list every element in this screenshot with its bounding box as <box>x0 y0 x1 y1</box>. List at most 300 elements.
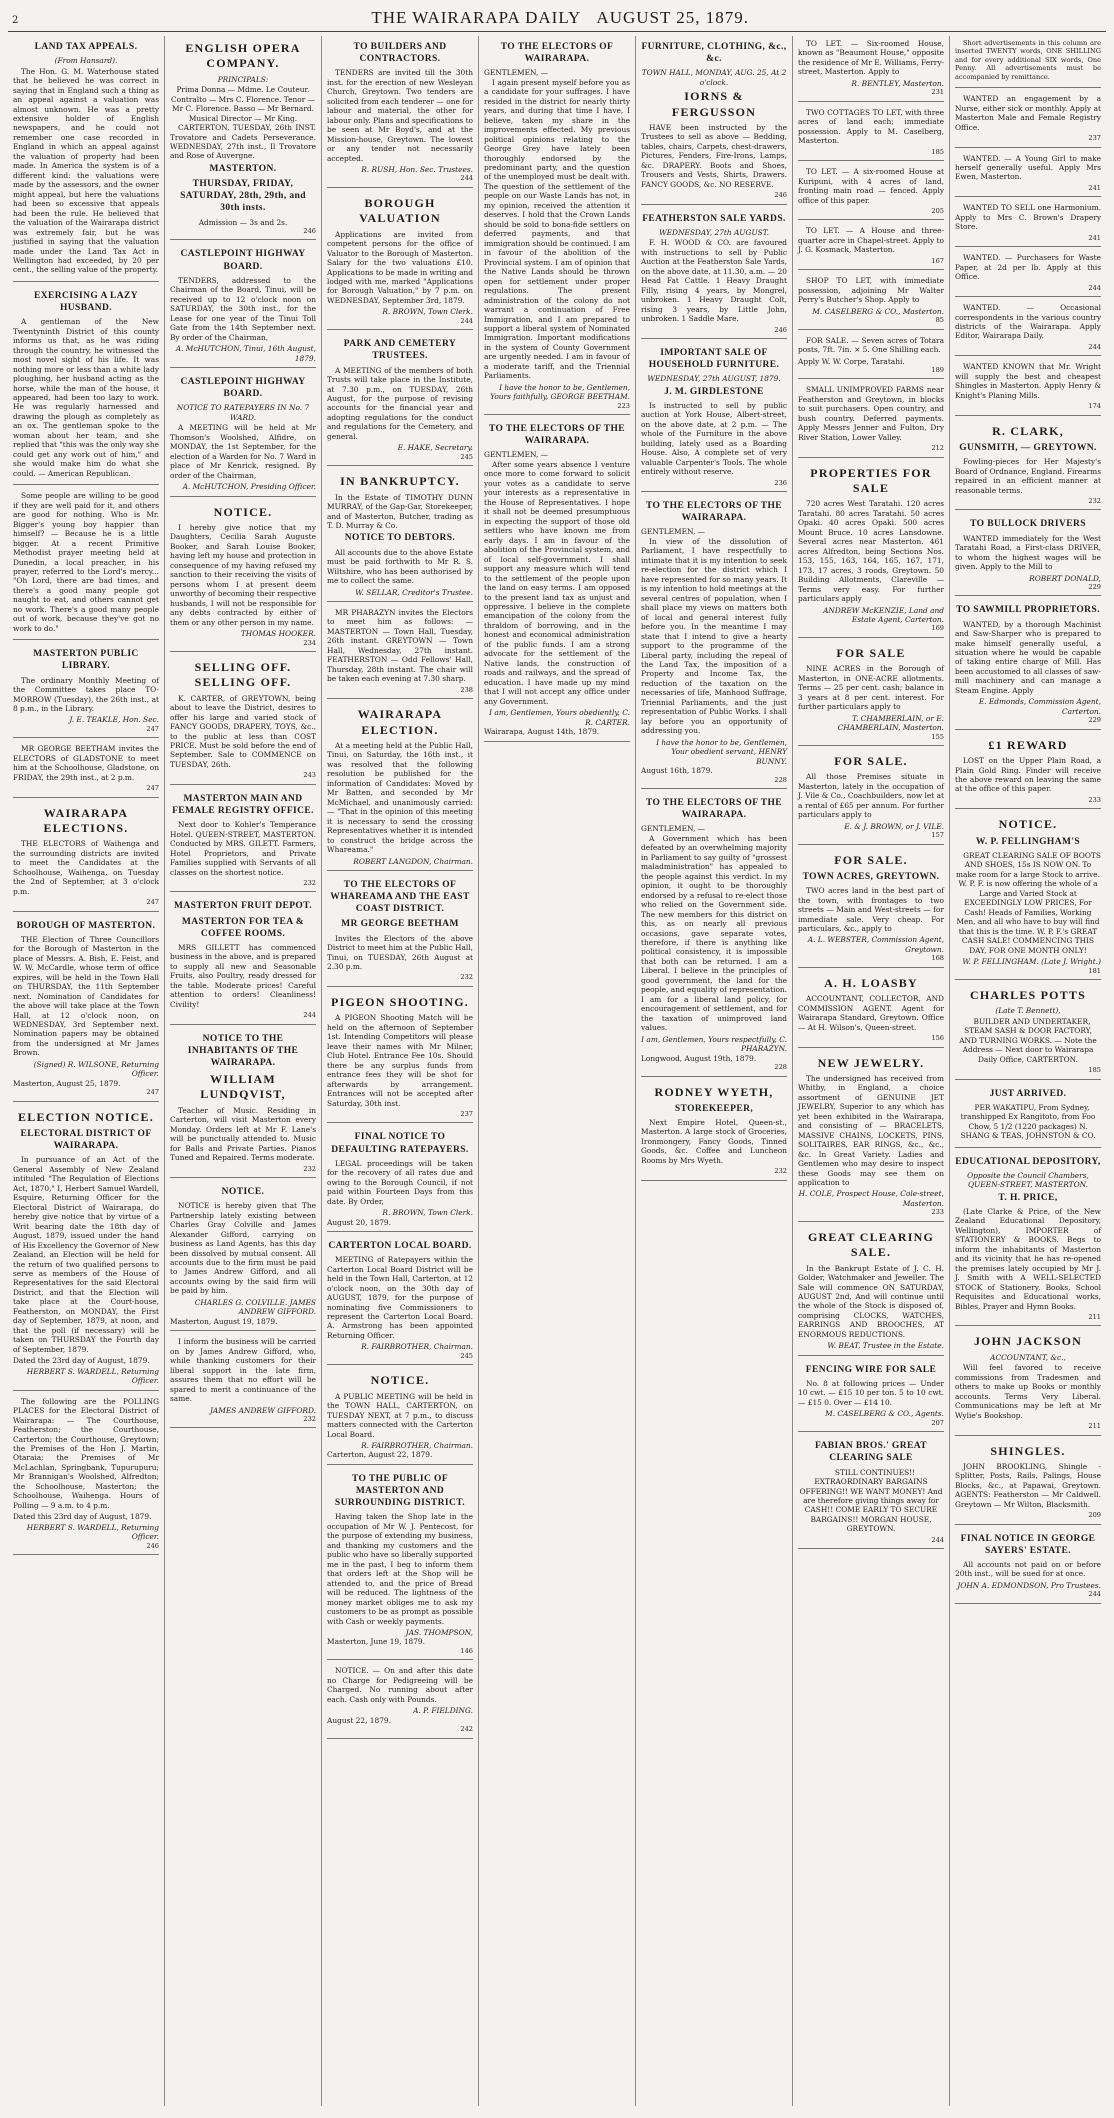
ad-heading: EDUCATIONAL DEPOSITORY, <box>955 1156 1101 1167</box>
ad-wanted-harmonium <box>955 200 1101 247</box>
ad-body: ACCOUNTANT, COLLECTOR, AND COMMISSION AGENT. Agent for Wairarapa Standard, Greytown. Office — At H. Wilson's, Queen-street. <box>798 994 944 1032</box>
ad-heading: CASTLEPOINT HIGHWAY BOARD. <box>180 377 306 400</box>
ad-thompson-bakery <box>327 1468 473 1660</box>
ad-date: August 22, 1879. <box>327 1715 391 1725</box>
ad-fielding-notice <box>327 1663 473 1738</box>
ad-signature: JAS. THOMPSON, <box>405 1628 473 1638</box>
ad-body: I again present myself before you as a candidate for your suffrages. I have resided in the district for nearly thirty years, and during that time I have, I believe, taken my share in the improvements effected. My previous political opinions relating to the George Grey have lately been thoroughly endorsed by the predominant party, and the question of the unemployed must be dealt with. The question of the settlement of the people on our Waste Lands has not, in my opinion, received the attention it deserves. I hold that the Crown Lands should be sold to bona-fide settlers on deferred payments, and that immigration should be continued. I am in favour of the abolition of the Provincial system. I am of opinion that the Native Lands should be thrown open for settlement under proper regulations. The present administration of the colony do not warrant a continuation of Free Immigration, and I am prepared to support a liberal system of Nominated Immigration. Important modifications in the system of County Government are urgently needed. I am in favour of a moderate tariff, and the Triennial Parliaments. <box>484 77 630 381</box>
ad-body: The ordinary Monthly Meeting of the Committee takes place TO-MORROW (Tuesday), the 26th inst., at 8 p.m., in the Library. <box>13 675 159 713</box>
ad-wyeth-store <box>641 1080 787 1181</box>
ad-carterton-local-board <box>327 1235 473 1365</box>
ad-heading: SHINGLES. <box>990 1443 1066 1458</box>
ad-signature: M. CASELBERG & CO., Agents. <box>825 1409 944 1419</box>
ad-heading: £1 REWARD <box>988 737 1068 752</box>
ad-heading: TO BUILDERS AND CONTRACTORS. <box>353 42 447 65</box>
ad-heading: RODNEY WYETH, <box>654 1084 774 1099</box>
ad-signature: E. Edmonds, Commission Agent, Carterton. <box>978 697 1101 716</box>
ad-firm: IORNS & FERGUSSON <box>671 89 757 119</box>
ad-gifford-business <box>170 1334 316 1428</box>
ad-heading: FINAL NOTICE TO DEFAULTING RATEPAYERS. <box>331 1132 469 1155</box>
ad-heading: ENGLISH OPERA COMPANY. <box>185 41 301 71</box>
ad-nine-acres <box>798 641 944 746</box>
article-body: Some people are willing to be good if they are well paid for it, and others are good for nothing. Who is Mr. Bigger's young boy happier than himself? — Because he is a little bigger. At a recent Primitive Methodist prayer meeting held at Dunedin, a local preacher, in his prayer, referred to the Lord's mercy... "Oh Lord, there are bad times, and there's a good many people got naught to eat, and others cannot get no work. There's a good many people out of work, because they've got no work to do." <box>13 491 159 633</box>
ad-hooker-notice <box>170 500 316 652</box>
ad-english-opera <box>170 36 316 240</box>
ad-body: A MEETING of the members of both Trusts will take place in the Institute, at 7.30 p.m., on TUESDAY, 26th August, for the purpose of revising accounts for the financial year and adopting regulations for the conduct and regulations for the Cemetery, and general. <box>327 365 473 441</box>
ad-heading: IMPORTANT SALE OF HOUSEHOLD FURNITURE. <box>648 347 780 371</box>
ad-number: 246 <box>303 227 316 236</box>
ad-body: Teacher of Music. Residing in Carterton, will visit Masterton every Monday. Orders left at Mr F. Lane's will be punctually attended to. Music for Balls and Private Parties. Pianos Tuned and Repaired. Terms moderate. <box>170 1105 316 1163</box>
ad-heading: TO THE ELECTORS OF THE WAIRARAPA. <box>645 798 783 821</box>
ad-date: Carterton, August 22, 1879. <box>327 1450 433 1460</box>
ad-heading: FOR SALE <box>836 645 906 660</box>
ad-body: THE Election of Three Councillors for the Borough of Masterton in the place of Messrs. A. Bish, E. Feist, and W. W. McCardle, whose term of office expires, will be held in the Town Hall on THURSDAY, the 11th September next. Nomination of Candidates for the above will take place at the Town Hall, at 12 o'clock noon, on WEDNESDAY, 3rd September next. Nomination papers may be obtained from the undersigned at Mr James Brown. <box>13 934 159 1058</box>
ad-place: MASTERTON. <box>209 163 277 174</box>
ad-body: TENDERS, addressed to the Chairman of the Board, Tinui, will be received up to 12 o'clock noon on SATURDAY, the 30th inst., for the Lease for one year of the Tinui Toll Gate from the 14th September next. By order of the Chairman, <box>170 275 316 342</box>
ad-reward <box>955 733 1101 810</box>
ad-body: WANTED. — Purchasers for Waste Paper, at 2d per lb. Apply at this Office. <box>955 253 1101 282</box>
ad-body: TWO acres land in the best part of the town, with frontages to two streets — Main and West-streets — for immediate sale. Very cheap. For particulars, &c., apply to <box>798 886 944 933</box>
ad-date: Masterton, August 19, 1879. <box>170 1316 278 1326</box>
ad-number: 237 <box>1088 134 1101 143</box>
ad-heading: MASTERTON PUBLIC LIBRARY. <box>33 649 139 672</box>
ad-number: 185 <box>1088 1066 1101 1075</box>
ad-heading: R. CLARK, <box>992 423 1064 438</box>
ad-signature: I am, Gentlemen, Yours obediently, C. R. CARTER. <box>489 708 630 727</box>
ad-number: 231 <box>931 88 944 97</box>
ad-john-jackson <box>955 1329 1101 1435</box>
ad-body: In the Estate of TIMOTHY DUNN MURRAY, of the Gap-Gar, Storekeeper, and of Masterton, Butcher, trading as T. D. Murray & Co. <box>327 492 473 531</box>
ad-number: 146 <box>460 1646 473 1655</box>
ad-number: 205 <box>931 206 944 215</box>
ad-signature: W. P. FELLINGHAM. (Late J. Wright.) <box>962 957 1101 967</box>
ad-number: 156 <box>931 1034 944 1043</box>
ad-number: 228 <box>774 1063 787 1072</box>
ad-educational-depository <box>955 1151 1101 1327</box>
ad-town-acres <box>798 848 944 968</box>
ad-body: I inform the business will be carried on by James Andrew Gifford, who, while thanking customers for their liberal support in the late firm, assures them that no effort will be spared to merit a continuance of the same. <box>170 1337 316 1404</box>
ad-number: 211 <box>1088 1422 1101 1431</box>
ad-body: In view of the dissolution of Parliament, I have respectfully to intimate that it is my intention to seek re-election for the district which I have represented for so many years. It is my intention to hold meetings at the several centres of population, when I shall place my views on matters both of local and general interest fully before you. In the meantime I may state that I intend to give a hearty support to the programme of the Liberal party, including the repeal of the Land Tax, the imposition of a Property and Income Tax, the reduction of the taxation on the necessaries of life, Manhood Suffrage, Triennial Parliaments, and the just representation of Public Works. I shall lay before you an opportunity of addressing you. <box>641 536 787 736</box>
ad-number: 246 <box>146 1541 159 1550</box>
ad-firm: J. M. GIRDLESTONE <box>664 386 764 397</box>
ad-number: 209 <box>1088 1511 1101 1520</box>
ad-number: 243 <box>303 771 316 780</box>
ad-heading: NEW JEWELRY. <box>817 1055 925 1070</box>
column-5 <box>636 36 793 2106</box>
ad-to-let-4 <box>798 223 944 270</box>
ad-body: TO LET. — A House and three-quarter acre in Chapel-street. Apply to J. G. Kosmack, Masterton. <box>798 226 944 255</box>
ad-heading: NOTICE. <box>213 504 273 519</box>
ad-column-intro <box>955 36 1101 88</box>
ad-number: 232 <box>303 878 316 887</box>
ad-number: 233 <box>1088 795 1101 804</box>
ad-salutation: GENTLEMEN, — <box>484 450 549 460</box>
ad-heading: PARK AND CEMETERY TRUSTEES. <box>343 339 457 362</box>
ad-fellingham-sale <box>955 812 1101 980</box>
ad-subheading: MASTERTON FOR TEA & COFFEE ROOMS. <box>181 916 305 939</box>
ad-beetham-gladstone <box>13 741 159 797</box>
ad-totara-posts <box>798 333 944 380</box>
ad-signature: H. COLE, Prospect House, Cole-street, Masterton. <box>798 1189 944 1208</box>
ad-body: At a meeting held at the Public Hall, Tinui, on Saturday, the 16th inst., it was resolved that the following resolution be published for the information of Candidates: Moved by Mr Batten, and seconded by Mr McMichael, and unanimously carried: — "That in the opinion of this meeting it is necessary to send the crossing Representatives whether it is intended to construct the bridge across the Whareama." <box>327 740 473 855</box>
ad-body: LEGAL proceedings will be taken for the recovery of all rates due and owing to the Borough Council, if not paid within Fourteen Days from this date. By Order, <box>327 1158 473 1206</box>
ad-number: 232 <box>1088 497 1101 506</box>
ad-heading: BOROUGH OF MASTERTON. <box>16 920 156 931</box>
ad-body: NINE ACRES in the Borough of Masterton, in ONE-ACRE allotments. Terms — 25 per cent. cash; balance in 3 years at 8 per cent. interest. For further particulars apply to <box>798 664 944 712</box>
ad-bunny-address <box>641 495 787 789</box>
ad-subheading: NOTICE TO DEBTORS. <box>344 533 456 544</box>
ad-body: The following are the POLLING PLACES for the Electoral District of Wairarapa: — The Courthouse, Featherston; the Courthouse, Carterton; the Courthouse, Greytown; the Premises of the Hon J. Martin, Otaraia; the Premises of Mr McLachlan, Springbank, Tupurupuru; Mr Brannigan's Woolshed, Alfredton; the Schoolhouse, Masterton; the Schoolhouse, Waihenga. Hours of Polling — 9 a.m. to 4 p.m. <box>13 1396 159 1510</box>
ad-number: 229 <box>1088 582 1101 591</box>
ad-signature: W. BEAT, Trustee in the Estate. <box>827 1341 944 1351</box>
ad-cast: Prima Donna — Mdme. Le Couteur. Contralto — Mrs C. Florence. Tenor — Mr C. Florence. Basso — Mr Bernard. Musical Director — Mr King. <box>170 85 315 123</box>
ad-heading: MASTERTON FRUIT DEPOT. <box>173 901 313 912</box>
article-heading: EXERCISING A LAZY HUSBAND. <box>34 290 138 314</box>
ad-signature: CHARLES G. COLVILLE. JAMES ANDREW GIFFORD. <box>194 1297 316 1317</box>
ad-body: K. CARTER, of GREYTOWN, being about to leave the District, desires to offer his large and varied stock of FANCY GOODS, DRAPERY, TOYS, &c., to the public at less than COST PRICE. Must be sold before the end of September. Sale to COMMENCE on TUESDAY, 26th. <box>170 693 316 769</box>
ad-signature: I am, Gentlemen, Yours respectfully, C. PHARAZYN. <box>641 1034 787 1054</box>
ad-number: 244 <box>1088 1590 1101 1599</box>
article-heading: LAND TAX APPEALS. <box>34 42 138 52</box>
ad-heading: TO THE PUBLIC OF MASTERTON AND SURROUNDING DISTRICT. <box>334 1473 466 1509</box>
ad-signature: R. BENTLEY, Masterton. <box>851 78 944 88</box>
ad-heading: TO SAWMILL PROPRIETORS. <box>956 605 1100 616</box>
ad-heading: MASTERTON MAIN AND FEMALE REGISTRY OFFICE. <box>172 793 314 817</box>
ad-date: August 16th, 1879. <box>641 766 713 776</box>
ad-fencing-wire <box>798 1359 944 1432</box>
ad-number: 244 <box>931 1535 944 1544</box>
ad-pharazyn-meetings <box>327 605 473 699</box>
ad-signature: ROBERT LANGDON, Chairman. <box>353 856 473 866</box>
ad-body: I hereby give notice that my Daughters, Cecilia Sarah Auguste Booker, and Sarah Louise Booker, having left my house and protection in consequence of my having refused my sanction to their receiving the visits of persons whom I at present deem unworthy of becoming their respective husbands, I will not be responsible for any debts contracted by either of them or any other person in my name. <box>170 522 316 627</box>
ad-body: Is instructed to sell by public auction at York House, Albert-street, on the above date, at 2 p.m. — The whole of the Furniture in the above building, lately used as a Boarding House. Also, A complete set of very valuable Carpenter's Tools. The whole entirely without reserve. <box>641 400 787 477</box>
ad-number: 247 <box>146 784 159 793</box>
ad-heading: FINAL NOTICE IN GEORGE SAYERS' ESTATE. <box>960 1533 1096 1556</box>
ad-heading: FEATHERSTON SALE YARDS. <box>642 213 786 224</box>
ad-body: WANTED, by a thorough Machinist and Saw-Sharper who is prepared to make himself generally useful, a situation where he would be capable of taking entire charge of Mill. Has been accustomed to all classes of saw-mill machinery and can manage a Steam Engine. Apply <box>955 619 1101 695</box>
ad-body: In the Bankrupt Estate of J. C. H. Golder, Watchmaker and Jeweller. The Sale will commence ON SATURDAY, AUGUST 2nd, And will continue until the whole of the Stock is disposed of, comprising CLOCKS, WATCHES, EARRINGS AND BROOCHES, AT ENORMOUS REDUCTIONS. <box>798 1263 944 1339</box>
ad-subheading: W. P. FELLINGHAM'S <box>975 836 1081 847</box>
ad-to-let-1 <box>798 36 944 102</box>
ad-heading: NOTICE TO THE INHABITANTS OF THE WAIRARAPA. <box>187 1033 299 1068</box>
ad-signature: E. HAKE, Secretary. <box>397 443 473 453</box>
column-7 <box>950 36 1106 2106</box>
ad-subheading: MR GEORGE BEETHAM <box>341 919 459 930</box>
ad-heading: FURNITURE, CLOTHING, &c., &c. <box>641 42 787 65</box>
ad-number: 242 <box>460 1725 473 1734</box>
ad-number: 244 <box>1088 283 1101 292</box>
ad-body: A Government which has been defeated by an overwhelming majority in Parliament to say guilty of "grossest maladministration" has appealed to the people against this verdict. In my opinion, it ought to be thoroughly endorsed by a refusal to re-elect those who relied on the Government side. The new members for this district on this, as on nearly all previous occasions, gave separate votes, therefore, if there is anything like political consistency, it is impossible that both can be returned. I am a Liberal. I believe in the principles of good government, the land for the people, and equality of representation. I am for a liberal land policy, for encouragement of settlement, and for the taxation of unimproved land values. <box>641 833 787 1033</box>
ad-charles-potts <box>955 983 1101 1080</box>
column-3 <box>322 36 479 2106</box>
ad-properties-for-sale <box>798 461 944 638</box>
ad-subheading: ACCOUNTANT, &c., <box>990 1352 1066 1362</box>
ad-body: TO LET. — Six-roomed House, known as "Beaumont House," opposite the residence of Mr E. Williams, Ferry-street, Masterton. Apply to <box>798 39 944 77</box>
ad-body: Applications are invited from competent persons for the office of Valuator to the Borough of Masterton. Salary for the two valuations £10. Applications to be made in writing and lodged with me, marked "Applications for Borough Valuation," by 7 p.m. on WEDNESDAY, September 3rd, 1879. <box>327 229 473 305</box>
ad-heading: GREAT CLEARING SALE. <box>807 1229 935 1260</box>
ad-heading: NOTICE. <box>998 817 1058 832</box>
ad-signature: R. BROWN, Town Clerk. <box>382 1208 473 1218</box>
ad-subheading: STOREKEEPER, <box>674 1103 754 1114</box>
article-body: The Hon. G. M. Waterhouse stated that he believed he was correct in saying that in England such a thing as an appeal against a valuation was almost unknown. He was a pretty extensive holder of English newspapers, and he could not remember one case recorded in England in which an appeal against the valuation of property had been made. In America the system is of a different kind: the valuations were made by the assessors, and the owner might appeal, but here the valuations had been so excessive that appeals had been the rule. He believed that the valuation of the Wairarapa district was extremely fair, but he was justified in saying that the valuation made under the Land Tax Act in Wellington had exceeded, by 20 per cent., the selling value of the property. <box>13 66 159 275</box>
ad-date: Masterton, August 25, 1879. <box>13 1078 121 1088</box>
ad-dates: THURSDAY, FRIDAY, SATURDAY, 28th, 29th, and 30th insts. <box>180 179 306 214</box>
ad-body: SHOP TO LET, with immediate possession, adjoining Mr Walter Perry's Butcher's Shop. Apply to <box>798 276 944 305</box>
ad-number: 233 <box>931 1208 944 1217</box>
ad-body: PER WAKATIPU, From Sydney, transhipped Ex Rangitoto, from Foo Chow, 5 1/2 (1220 packages) N. SHANG & TEAS, JOHNSTON & CO. <box>960 1102 1096 1141</box>
ad-wanted-nurse <box>955 91 1101 147</box>
ad-number: 169 <box>931 624 944 633</box>
ad-signature: W. SELLAR, Creditor's Trustee. <box>355 587 473 597</box>
ad-body: TWO COTTAGES TO LET, with three acres of land each; immediate possession. Apply to M. Caselberg, Masterton. <box>798 107 944 146</box>
ad-heading: TO THE ELECTORS OF WHAREAMA AND THE EAST COAST DISTRICT. <box>330 879 470 915</box>
ad-featherston-sale-yards <box>641 208 787 339</box>
ad-premises-for-sale <box>798 749 944 845</box>
ad-number: 229 <box>1088 716 1101 725</box>
ad-number: 244 <box>460 316 473 325</box>
ad-number: 234 <box>303 638 316 647</box>
ad-heading: TO THE ELECTORS OF THE WAIRARAPA. <box>488 424 626 447</box>
ad-signature: A. McHUTCHON, Tinui, 16th August, 1879. <box>175 344 316 363</box>
ad-subheading: TOWN ACRES, GREYTOWN. <box>802 871 940 882</box>
ad-number: 247 <box>146 898 159 907</box>
article-source: (From Hansard). <box>54 56 118 66</box>
column-6 <box>793 36 950 2106</box>
ad-wanted-correspondents <box>955 300 1101 356</box>
ad-subheading: WEDNESDAY, 27th AUGUST, 1879. <box>647 374 781 384</box>
ad-heading: FABIAN BROS.' GREAT CLEARING SALE <box>814 1441 928 1464</box>
ad-heading: NOTICE. <box>370 1373 430 1388</box>
ad-heading: BOROUGH VALUATION <box>359 195 441 226</box>
ad-body: LOST on the Upper Plain Road, a Plain Gold Ring. Finder will receive the above reward on leaving the same at the office of this paper. <box>955 756 1101 794</box>
ad-number: 241 <box>1088 233 1101 242</box>
ad-subheading: ELECTORAL DISTRICT OF WAIRARAPA. <box>20 1129 152 1152</box>
ad-body: Short advertisements in this column are inserted TWENTY words, ONE SHILLING and for every additional SIX words, One Penny. All advertisements must be accompanied by remittance. <box>955 39 1101 81</box>
ad-body: Apply W. W. Corpe, Taratahi. <box>798 356 905 366</box>
ad-signature: HERBERT S. WARDELL, Returning Officer. <box>26 1522 159 1542</box>
ad-body: HAVE been instructed by the Trustees to sell as above — Bedding, tables, chairs, Carpets, chest-drawers, Pictures, Fenders, Fire-Irons, Lamps, &c. DRAPERY. Boots and Shoes, Trousers and Vests, Shirts, Drawers. FANCY GOODS, &c. NO RESERVE. <box>641 122 787 189</box>
ad-body: Invites the Electors of the above District to meet him at the Public Hall, Tinui, on TUESDAY, 26th August at 2.30 p.m. <box>327 933 473 972</box>
ad-whareama-electors <box>327 874 473 987</box>
ad-signature: HERBERT S. WARDELL, Returning Officer. <box>26 1366 159 1386</box>
ad-number: 174 <box>1088 402 1101 411</box>
ad-body: All those Premises situate in Masterton, lately in the occupation of J. Vile & Co., Coachbuilders, now let at a rental of £65 per annum. For further particulars apply to <box>798 772 944 820</box>
ad-to-let-3 <box>798 164 944 220</box>
ad-signature: T. H. PRICE, <box>998 1192 1058 1203</box>
ad-body: In pursuance of an Act of the General Assembly of New Zealand intituled "The Regulation of Elections Act, 1870," I, Herbert Samuel Wardell, Esquire, Returning Officer for the Electoral District of Wairarapa, do hereby give notice that by virtue of a Writ bearing date the 18th day of August, 1879, issued under the hand of His Excellency the Governor of New Zealand, an Election will be held for the return of two qualified persons to serve as members of the House of Representatives for the said Electoral District, and that the Election will take place at the Court-house, Featherston, on MONDAY, the First day of September, 1879, at noon, and that the poll (if necessary) will be taken on THURSDAY the Fourth day of September, 1879. <box>13 1155 159 1354</box>
ad-public-meeting <box>327 1368 473 1465</box>
ad-body: THE ELECTORS of Waihenga and the surrounding districts are invited to meet the Candidates at the Schoolhouse, Waihenga, on Tuesday the 2nd of September, at 3 o'clock p.m. <box>13 839 159 896</box>
masthead <box>8 6 1106 32</box>
ad-heading: WAIRARAPA ELECTIONS. <box>43 805 129 836</box>
ad-public-library <box>13 643 159 738</box>
ad-wanted-girl <box>955 151 1101 198</box>
ad-body: WANTED. — A Young Girl to make herself generally useful. Apply Mrs Ewen, Masterton. <box>955 153 1101 182</box>
ad-subheading: GUNSMITH, — GREYTOWN. <box>959 443 1097 454</box>
ad-pharazyn-address <box>641 792 787 1076</box>
ad-borough-valuation <box>327 191 473 330</box>
ad-body: WANTED KNOWN that Mr. Wright will supply the best and cheapest Shingles in Masterton. Apply Henry & Knight's Planing Mills. <box>955 362 1101 400</box>
ad-body: WANTED. — Occasional correspondents in the various country districts of the Wairarapa. Apply Editor, Wairarapa Daily. <box>955 303 1101 341</box>
ad-number: 167 <box>931 256 944 265</box>
ad-heading: ELECTION NOTICE. <box>18 1109 154 1124</box>
ad-number: 244 <box>1088 342 1101 351</box>
ad-body: STILL CONTINUES!! EXTRAORDINARY BARGAINS OFFERING!! WE WANT MONEY! And are therefore giving things away for CASH!! COME EARLY TO SECURE BARGAINS!! MORGAN HOUSE, GREYTOWN. <box>799 1467 943 1534</box>
ad-number: 185 <box>931 147 944 156</box>
article-land-tax <box>13 36 159 282</box>
ad-signature: R. RUSH, Hon. Sec. Trustees. <box>361 165 473 174</box>
ad-body: WANTED an engagement by a Nurse, either sick or monthly. Apply at Masterton Male and Female Registry Office. <box>955 94 1101 132</box>
ad-body: F. H. WOOD & CO. are favoured with instructions to sell by Public Auction at the Featherston Sale Yards, on the above date, at 11.30, a.m. — 20 Head Fat Cattle. 1 Heavy Draught Filly, rising 4 years, by Mongrel, unbroken. 1 Heavy Draught Colt, rising 3 years, by Little John, unbroken. 1 Saddle Mare. <box>641 238 787 324</box>
ad-body: MEETING of Ratepayers within the Carterton Local Board District will be held in the Town Hall, Carterton, at 12 o'clock noon, on the 30th day of AUGUST, 1879, for the purpose of nominating five Commissioners to represent the Carterton Local Board. A. Armstrong has been appointed Returning Officer. <box>327 1255 473 1340</box>
ad-number: 181 <box>1088 966 1101 975</box>
ad-clark-gunsmith <box>955 419 1101 511</box>
ad-wairarapa-elections <box>13 801 159 912</box>
ad-signature: ANDREW McKENZIE, Land and Estate Agent, Carterton. <box>823 605 944 624</box>
ad-heading: JUST ARRIVED. <box>989 1088 1067 1099</box>
ad-heading: TO THE ELECTORS OF WAIRARAPA. <box>500 42 614 65</box>
ad-number: 232 <box>303 1164 316 1173</box>
ad-body: CARTERTON, TUESDAY, 26th INST. Trovatore and Cadets Perseverance. WEDNESDAY, 27th inst., Il Trovatore and Rose of Auvergne. <box>170 123 316 161</box>
article-miscellany <box>13 488 159 640</box>
ad-number: 247 <box>146 1088 159 1097</box>
ad-bankruptcy <box>327 469 473 602</box>
ad-number: 245 <box>460 452 473 461</box>
ad-jet-jewelry <box>798 1051 944 1222</box>
ad-body: 720 acres West Taratahi. 120 acres Taratahi. 80 acres Taratahi. 50 acres Opaki. 40 acres Opaki. 500 acres Mount Bruce. 10 acres Lansdowne. Several acres near Masterton. 461 acres Alfredton, being Sections Nos. 153, 155, 163, 164, 165, 167, 171, 173. 17 acres, 3 roods, Greytown. 50 Building Allotments, Clareville — Terms very easy. For further particulars apply <box>798 499 944 604</box>
ad-heading: TO BULLOCK DRIVERS <box>970 519 1086 530</box>
column-2 <box>165 36 322 2106</box>
ad-number: 223 <box>617 401 630 410</box>
ad-date: Wairarapa, August 14th, 1879. <box>484 727 600 737</box>
ad-number: 232 <box>460 973 473 982</box>
paper-name: THE WAIRARAPA DAILY <box>371 8 581 27</box>
ad-signature: E. & J. BROWN, or J. VILE. <box>844 821 944 831</box>
ad-shop-to-let <box>798 273 944 329</box>
ad-body: All accounts not paid on or before 20th inst., will be sued for at once. <box>955 1559 1101 1579</box>
ad-number: 241 <box>1088 183 1101 192</box>
ad-body: The undersigned has received from Whitby, in England, a choice assortment of GENUINE JET JEWELRY, Superior to any which has yet been exhibited in the Wairarapa, and consisting of — BRACELETS, MASSIVE CHAINS, LOCKETS, PINS, SOLITAIRES, EAR RINGS, &c., &c., &c. In Great Variety. Ladies and Gentlemen who may desire to inspect these Goods may see them on application to <box>798 1073 944 1188</box>
ad-body: WANTED TO SELL one Harmonium. Apply to Mrs C. Brown's Drapery Store. <box>955 203 1101 232</box>
ad-signature: J. E. TEAKLE, Hon. Sec. <box>69 715 159 725</box>
ad-heading: SELLING OFF. SELLING OFF. <box>194 659 292 690</box>
ad-subheading: NOTICE TO RATEPAYERS IN No. 7 WARD. <box>176 403 310 422</box>
ad-signature: R. FAIRBROTHER, Chairman. <box>361 1440 473 1450</box>
ad-body: A PUBLIC MEETING will be held in the TOWN HALL, CARTERTON, on TUESDAY NEXT, at 7 p.m., to discuss matters connected with the Carterton Local Board. <box>327 1391 473 1439</box>
ad-number: 237 <box>460 1109 473 1118</box>
ad-heading: PROPERTIES FOR SALE <box>810 465 932 496</box>
ad-heading: CARTERTON LOCAL BOARD. <box>328 1241 472 1251</box>
article-lazy-husband <box>13 285 159 485</box>
ad-body: WANTED immediately for the West Taratahi Road, a First-class DRIVER, to whom the highest wages will be given. Apply to the Mill to <box>955 533 1101 572</box>
ad-heading: CHARLES POTTS <box>970 987 1086 1002</box>
ad-subheading: Opposite the Council Chambers, QUEEN-STREET, MASTERTON. <box>967 1170 1089 1190</box>
ad-lundqvist <box>170 1028 316 1178</box>
ad-body: MR GEORGE BEETHAM invites the ELECTORS of GLADSTONE to meet him at the Schoolhouse, Gladstone, on FRIDAY, the 29th inst., at 2 p.m. <box>13 744 159 782</box>
ad-castlepoint-ratepayers <box>170 371 316 497</box>
ad-number: 246 <box>774 191 787 200</box>
ad-furniture-sale <box>641 36 787 205</box>
ad-subheading: WEDNESDAY, 27th AUGUST. <box>659 227 769 237</box>
ad-defaulting-ratepayers <box>327 1126 473 1232</box>
ad-signature: ROBERT DONALD, <box>1029 573 1101 583</box>
ad-signature: M. CASELBERG & CO., Masterton. <box>812 306 944 316</box>
ad-body: No. 8 at following prices — Under 10 cwt. — £15 10 per ton. 5 to 10 cwt. — £15 0. Over — £14 10. <box>798 1378 944 1407</box>
ad-beetham-address <box>484 36 630 415</box>
ad-subheading: TOWN HALL, MONDAY, AUG. 25, At 2 o'clock. <box>641 68 787 87</box>
ad-body: (Late Clarke & Price, of the New Zealand Educational Depository, Wellington), IMPORTER of STATIONERY & BOOKS. Begs to inform the inhabitants of Masterton and its vicinity that he has re-opened the premises lately occupied by Mr J. J. Smith with A WELL-SELECTED STOCK of Stationery, Books, School Requisites and Educational works, Bibles, Prayer and Hymn Books. <box>955 1206 1101 1311</box>
ad-heading: WAIRARAPA ELECTION. <box>357 707 443 737</box>
column-4 <box>479 36 636 2106</box>
ad-signature: A. McHUTCHON, Presiding Officer. <box>182 482 316 492</box>
ad-election-notice <box>13 1105 159 1391</box>
ad-number: 168 <box>931 954 944 963</box>
ad-date: Longwood, August 19th, 1879. <box>641 1053 757 1063</box>
ad-heading: FOR SALE. — Seven acres of Totara posts, 7ft. 7in. × 5. One Shilling each. <box>798 335 944 355</box>
article-body: A gentleman of the New Twentyninth District of this county informs us that, as he was riding through the country, he witnessed the most novel sight of his life. It was nothing more or less than a white lady ploughing, her husband acting as the horse, while the man of the house, it appeared, had been too lazy to work. He was regularly harnessed and drawing the plough as completely as an ox. The gentleman spoke to the woman about her team, and she replied that "this was the only way she could get any work out of him," and she would make him do what she could. — American Republican. <box>13 317 159 478</box>
issue-date: AUGUST 25, 1879. <box>596 8 750 27</box>
ad-signature: (Signed) R. WILSONE, Returning Officer. <box>33 1059 159 1079</box>
ad-body: TO LET. — A six-roomed House at Kuripuni, with 4 acres of land, fronting main road — fenced. Apply office of this paper. <box>798 167 944 205</box>
ad-number: 155 <box>931 732 944 741</box>
ad-number: 232 <box>303 1415 316 1424</box>
ad-subheading: PRINCIPALS: <box>217 74 269 84</box>
ad-just-arrived <box>955 1083 1101 1148</box>
ad-heading: PIGEON SHOOTING. <box>331 994 469 1009</box>
ad-borough-masterton <box>13 915 159 1102</box>
ad-number: 245 <box>460 1351 473 1360</box>
ad-partnership-dissolved <box>170 1181 316 1331</box>
ad-heading: FENCING WIRE FOR SALE <box>805 1364 937 1375</box>
ad-number: 211 <box>1088 1313 1101 1321</box>
ad-date: Masterton, June 19, 1879. <box>327 1637 425 1647</box>
ad-body: GREAT CLEARING SALE OF BOOTS AND SHOES, 15s IS NOW ON. To make room for a large Stock to arrive. W. P. F. is now offering the whole of a Large and Varied Stock at EXCEEDINGLY LOW PRICES, For Cash! Heads of Families, Working Men, and all who have to buy will find that this is the time. W. P. F.'s GREAT CASH SALE! COMMENCING THIS DAY, FOR ONE MONTH ONLY! <box>956 850 1101 955</box>
ad-shingles <box>955 1439 1101 1525</box>
ad-body: After some years absence I venture once more to come forward to solicit your votes as a candidate to serve your interests as a representative in the House of Representatives. I hope it shall not be deemed presumptuous in expecting the support of those old settlers who have known me from early days. I am in favour of the abolition of the Provincial system, and of local self-government. I shall support any measure which will tend to the settlement of the people upon the land on easy terms. I am opposed to the present land tax as unjust and oppressive. I believe in the complete emancipation of the colony from the thraldom of borrowing, and in the honest and economical administration of the public funds. I am a strong advocate for the settlement of the Native lands, the construction of roads and railways, and the spread of education. I have made up my mind that I will not accept any office under any Government. <box>484 459 630 706</box>
ad-fabian-bros <box>798 1435 944 1549</box>
ad-body: NOTICE. — On and after this date no Charge for Pedigreeing will be Charged. No running about after each. Cash only with Pounds. <box>327 1666 473 1704</box>
ad-unimproved-farms <box>798 382 944 457</box>
ad-subheading: WILLIAM LUNDQVIST, <box>200 1072 286 1102</box>
ad-body: A PIGEON Shooting Match will be held on the afternoon of September 1st. Intending Competitors will please leave their names with Mr Milner, Club Hotel. Entrance Fee 10s. Should there be any surplus funds from entrance fees they will be shot for afterwards by arrangement. Entrances will not be accepted after Saturday, 30th inst. <box>327 1013 473 1108</box>
ad-castlepoint-highway <box>170 243 316 368</box>
ad-number: 247 <box>146 724 159 733</box>
ad-heading: IN BANKRUPTCY. <box>340 474 460 489</box>
ad-body: JOHN BROOKLING, Shingle - Splitter, Posts, Rails, Palings, House Blocks, &c., at Papawai, Greytown. AGENTS: Featherston — Mr Caldwell. Greytown — Mr Wilton, Blacksmith. <box>955 1461 1101 1509</box>
ad-heading: NOTICE. <box>221 1187 265 1198</box>
ad-fruit-depot <box>170 895 316 1024</box>
ad-body: BUILDER AND UNDERTAKER, STEAM SASH & DOOR FACTORY, AND TURNING WORKS. — Note the Address — Next door to Wairarapa Daily Office, CARTERTON. <box>959 1016 1097 1064</box>
ad-signature: A. P. FIELDING. <box>413 1706 473 1716</box>
ad-number: 244 <box>460 174 473 183</box>
ad-wanted-waste-paper <box>955 250 1101 297</box>
ad-heading: FOR SALE. <box>834 753 908 768</box>
ad-number: 189 <box>931 365 944 374</box>
ad-wright-shingles <box>955 359 1101 415</box>
ad-body-2: All accounts due to the above Estate must be paid forthwith to Mr R. S. Wiltshire, who has been authorised by me to collect the same. <box>327 547 473 586</box>
ad-body: Will feel favored to receive commissions from Tradesmen and others to make up Books or monthly accounts. Terms Very Liberal. Communications may be left at Mr Wylie's Bookshop. <box>955 1363 1101 1420</box>
ad-signature: THOMAS HOOKER. <box>240 629 316 639</box>
ad-heading: TO THE ELECTORS OF THE WAIRARAPA. <box>645 501 783 524</box>
ad-signature: R. FAIRBROTHER, Chairman. <box>361 1342 473 1352</box>
ad-number: 236 <box>774 478 787 487</box>
ad-signature: I have the honor to be, Gentlemen, Your obedient servant, HENRY BUNNY. <box>656 737 787 766</box>
ad-heading: JOHN JACKSON <box>973 1334 1083 1349</box>
ad-body: NOTICE is hereby given that The Partnership lately existing between Charles Gray Colville and James Alexander Gifford, carrying on business as Land Agents, has this day been dissolved by mutual consent. All accounts due to the firm must be paid to James Andrew Gifford, and all accounts owing by the said firm will be paid by him. <box>170 1201 316 1296</box>
ad-signature: R. BROWN, Town Clerk. <box>382 307 473 317</box>
ad-heading: CASTLEPOINT HIGHWAY BOARD. <box>180 249 306 272</box>
